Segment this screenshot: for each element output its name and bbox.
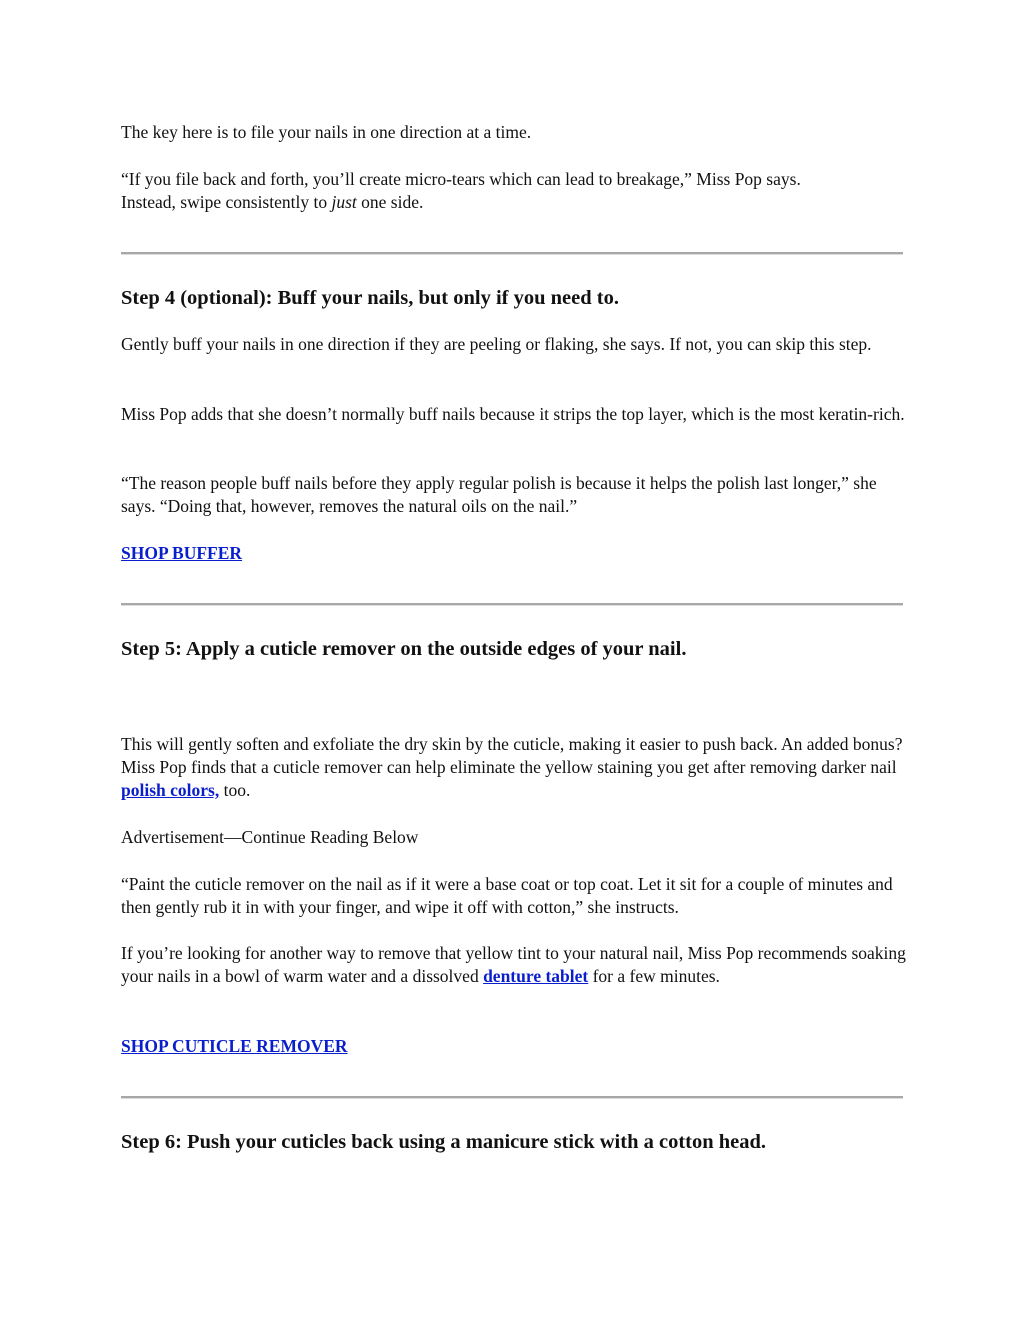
intro-paragraph-1: The key here is to file your nails in one direction at a time. (121, 122, 532, 142)
step5-heading: Step 5: Apply a cuticle remover on the outside edges of your nail. (121, 638, 687, 660)
intro-paragraph-2 (121, 168, 911, 214)
shop-cuticle-remover-link[interactable]: SHOP CUTICLE REMOVER (121, 1036, 348, 1056)
step5-paragraph-1 (121, 733, 911, 802)
step5-shop-line (121, 1035, 911, 1058)
step5-paragraph-3-text: If you’re looking for another way to remove that yellow tint to your natural nail, Miss Pop recommends soaking your nails in a bowl of warm water and a dissolved (121, 943, 906, 986)
step6-heading: Step 6: Push your cuticles back using a manicure stick with a cotton head. (121, 1131, 767, 1153)
step4-paragraph-3: “The reason people buff nails before they apply regular polish is because it helps the polish last longer,” she says. “Doing that, however, removes the natural oils on the nail.” (121, 473, 877, 516)
divider-2 (121, 603, 903, 606)
step4-paragraph-2: Miss Pop adds that she doesn’t normally buff nails because it strips the top layer, which is the most keratin-rich. (121, 404, 905, 424)
advertisement-label: Advertisement—Continue Reading Below (121, 827, 419, 847)
polish-colors-link[interactable]: polish colors, (121, 780, 220, 800)
step5-paragraph-1-tail: too. (219, 780, 251, 800)
step5-paragraph-1-text: This will gently soften and exfoliate the dry skin by the cuticle, making it easier to push back. An added bonus? Miss Pop finds that a cuticle remover can help eliminate the yellow staining you get after removing darker nail (121, 734, 903, 777)
step4-heading: Step 4 (optional): Buff your nails, but only if you need to. (121, 287, 619, 309)
divider-3 (121, 1096, 903, 1099)
shop-buffer-link[interactable]: SHOP BUFFER (121, 543, 243, 563)
step4-paragraph-1: Gently buff your nails in one direction if they are peeling or flaking, she says. If not, you can skip this step. (121, 334, 872, 354)
step5-paragraph-2: “Paint the cuticle remover on the nail as if it were a base coat or top coat. Let it sit for a couple of minutes and then gently rub it in with your finger, and wipe it off with cotton,” she instructs. (121, 874, 893, 917)
intro-emphasis: just (331, 192, 357, 212)
denture-tablet-link[interactable]: denture tablet (483, 966, 589, 986)
step5-paragraph-3 (121, 942, 911, 988)
step4-shop-line (121, 542, 911, 565)
intro-text-before: Instead, swipe consistently to (121, 192, 332, 212)
intro-quote-text: “If you file back and forth, you’ll create micro-tears which can lead to breakage,” Miss Pop says. (121, 169, 801, 189)
step5-paragraph-3-tail: for a few minutes. (588, 966, 720, 986)
intro-text-after: one side. (356, 192, 424, 212)
divider-1 (121, 252, 903, 255)
